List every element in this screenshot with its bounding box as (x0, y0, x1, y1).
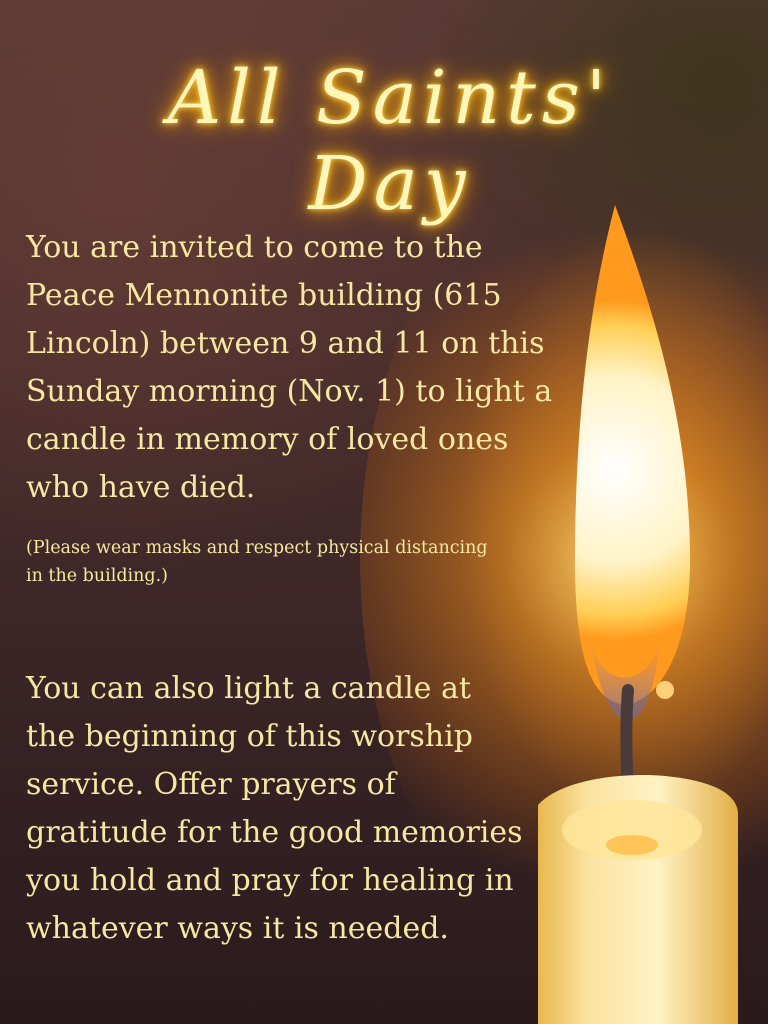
mask-note: (Please wear masks and respect physical distancing in the building.) (26, 538, 488, 586)
worship-paragraph: You can also light a candle at the beginning of this worship service. Offer prayers of gratitude for the good memories you hold and pray for healing in whatever ways it is needed. (26, 671, 523, 946)
invitation-paragraph: You are invited to come to the Peace Mennonite building (615 Lincoln) between 9 and 11 on this Sunday morning (Nov. 1) to light a candle in memory of loved ones who have died. (26, 230, 553, 505)
wax-pool-center (606, 835, 658, 855)
page-title: All Saints' Day (167, 55, 613, 227)
wick-ember (656, 681, 674, 699)
